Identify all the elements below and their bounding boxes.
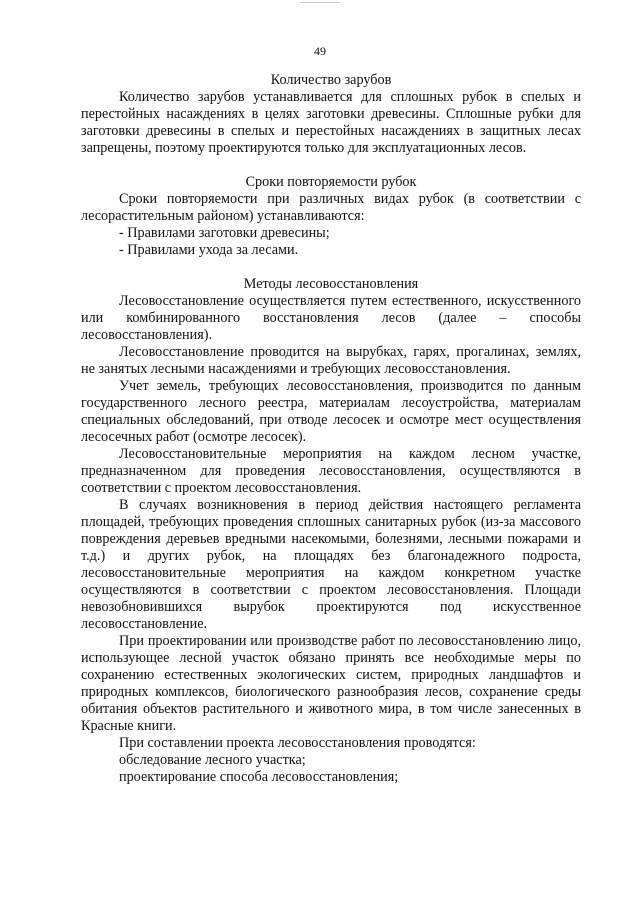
section-heading-cutting-count: Количество зарубов xyxy=(270,72,392,88)
paragraph: Лесовосстановление проводится на вырубках, гарях, прогалинах, землях, не занятых лесными насаждениями и требующих лесовосстановления. xyxy=(81,344,581,377)
list-item: проектирование способа лесовосстановления; xyxy=(119,769,399,785)
list-item: обследование лесного участка; xyxy=(119,752,306,768)
paragraph: Лесовосстановительные мероприятия на каждом лесном участке, предназначенном для проведения лесовосстановления, осуществляются в соответствии с проектом лесовосстановления. xyxy=(81,446,581,496)
page-number: 49 xyxy=(314,44,326,58)
scan-artifact xyxy=(300,2,340,6)
paragraph: Количество зарубов устанавливается для сплошных рубок в спелых и перестойных насаждениях в целях заготовки древесины. Сплошные рубки для заготовки древесины в спелых и перестойных насаждениях в защитных лесах запрещены, поэтому проектируются только для эксплуатационных лесов. xyxy=(81,89,581,156)
list-item: - Правилами ухода за лесами. xyxy=(119,242,299,258)
document-body xyxy=(81,72,581,786)
list-item: - Правилами заготовки древесины; xyxy=(119,225,330,241)
paragraph: При проектировании или производстве работ по лесовосстановлению лицо, использующее лесной участок обязано принять все необходимые меры по сохранению естественных экологических систем, природных ландшафтов и природных комплексов, биологического разнообразия лесов, сохранение среды обитания объектов растительного и животного мира, в том числе занесенных в Красные книги. xyxy=(81,633,581,734)
paragraph: Сроки повторяемости при различных видах рубок (в соответствии с лесорастительным районом) устанавливаются: xyxy=(81,191,581,224)
paragraph: Лесовосстановление осуществляется путем естественного, искусственного или комбинированного восстановления лесов (далее – способы лесовосстановления). xyxy=(81,293,581,343)
paragraph: При составлении проекта лесовосстановления проводятся: xyxy=(119,735,476,751)
paragraph: В случаях возникновения в период действия настоящего регламента площадей, требующих проведения сплошных санитарных рубок (из-за массового повреждения деревьев вредными насекомыми, болезнями, лесными пожарами и т.д.) и других рубок, на площадях без благонадежного подроста, лесовосстановительные мероприятия на каждом конкретном участке осуществляются в соответствии с проектом лесовосстановления. Площади невозобновившихся вырубок проектируются под искусственное лесовосстановление. xyxy=(81,497,581,632)
section-heading-reforestation-methods: Методы лесовосстановления xyxy=(243,276,419,292)
section-heading-repeat-periods: Сроки повторяемости рубок xyxy=(245,174,417,190)
paragraph: Учет земель, требующих лесовосстановления, производится по данным государственного лесного реестра, материалам лесоустройства, материалам специальных обследований, при отводе лесосек и осмотре мест осуществления лесосечных работ (осмотре лесосек). xyxy=(81,378,581,445)
